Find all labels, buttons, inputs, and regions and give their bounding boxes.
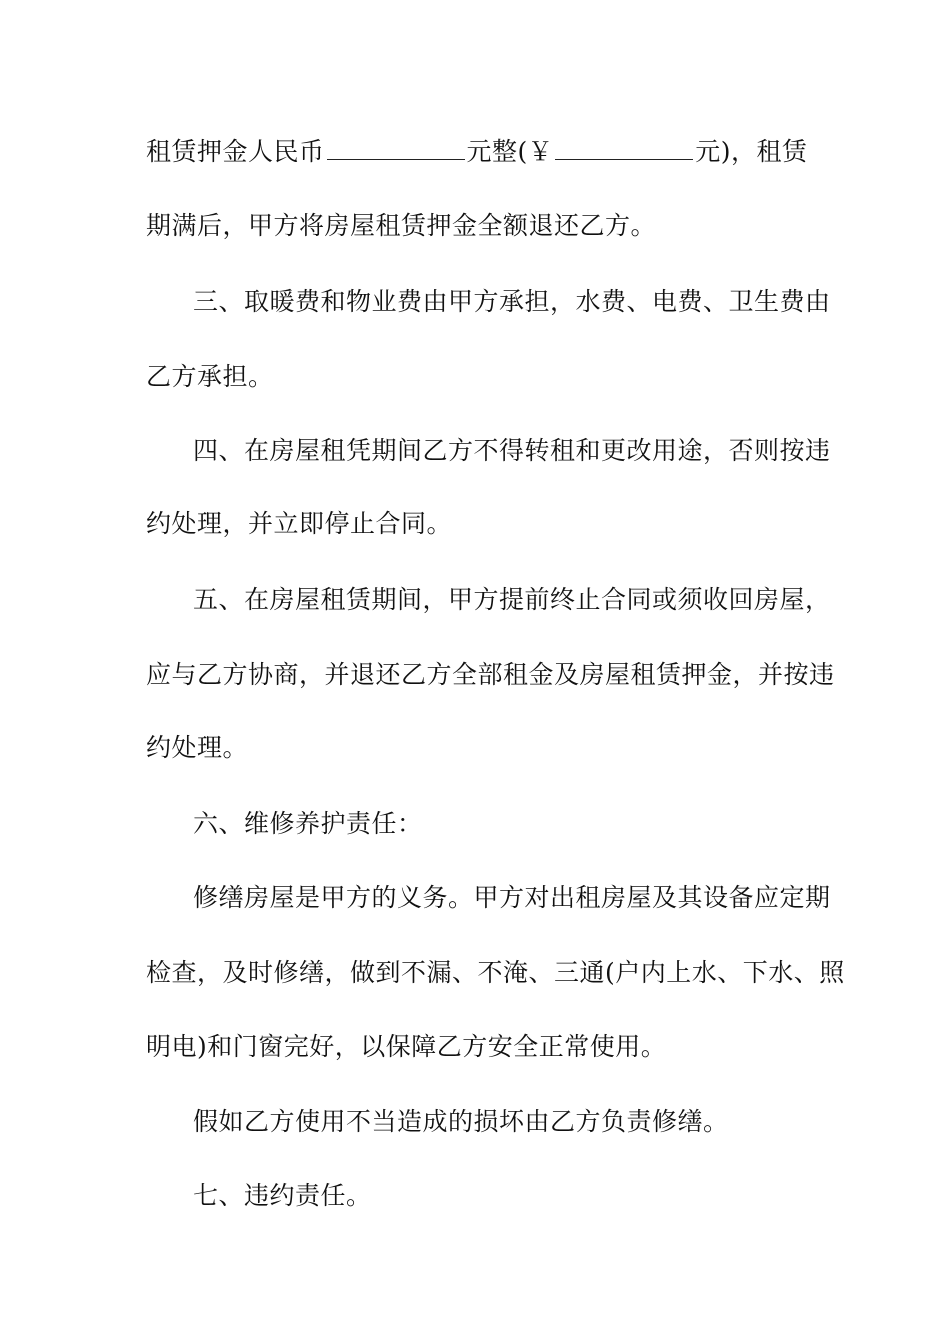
clause-5-line-2: 应与乙方协商，并退还乙方全部租金及房屋租赁押金，并按违: [146, 660, 835, 689]
clause-6-line-3: 明电)和门窗完好，以保障乙方安全正常使用。: [146, 1032, 667, 1061]
amount-blank-yen: [555, 135, 693, 160]
clause-3-line-1: 三、取暖费和物业费由甲方承担，水费、电费、卫生费由: [193, 287, 831, 316]
clause-5-line-1: 五、在房屋租赁期间，甲方提前终止合同或须收回房屋，: [193, 585, 831, 614]
clause-6-heading: 六、维修养护责任：: [193, 809, 423, 838]
clause-4-line-2: 约处理，并立即停止合同。: [146, 509, 453, 538]
text-segment: 租赁押金人民币: [146, 137, 325, 166]
text-segment: 元整(￥: [466, 137, 554, 166]
clause-4-line-1: 四、在房屋租凭期间乙方不得转租和更改用途，否则按违: [193, 436, 831, 465]
paragraph-deposit-line-1: [146, 132, 826, 172]
clause-5-line-3: 约处理。: [146, 733, 249, 762]
clause-6-line-1: 修缮房屋是甲方的义务。甲方对出租房屋及其设备应定期: [193, 883, 831, 912]
paragraph-deposit-line-2: 期满后，甲方将房屋租赁押金全额退还乙方。: [146, 211, 657, 240]
amount-blank-rmb: [327, 135, 465, 160]
clause-3-line-2: 乙方承担。: [146, 362, 274, 391]
clause-6-line-4: 假如乙方使用不当造成的损坏由乙方负责修缮。: [193, 1107, 729, 1136]
text-segment: 元)，租赁: [695, 137, 808, 166]
clause-7-heading: 七、违约责任。: [193, 1181, 372, 1210]
clause-6-line-2: 检查，及时修缮，做到不漏、不淹、三通(户内上水、下水、照: [146, 958, 845, 987]
